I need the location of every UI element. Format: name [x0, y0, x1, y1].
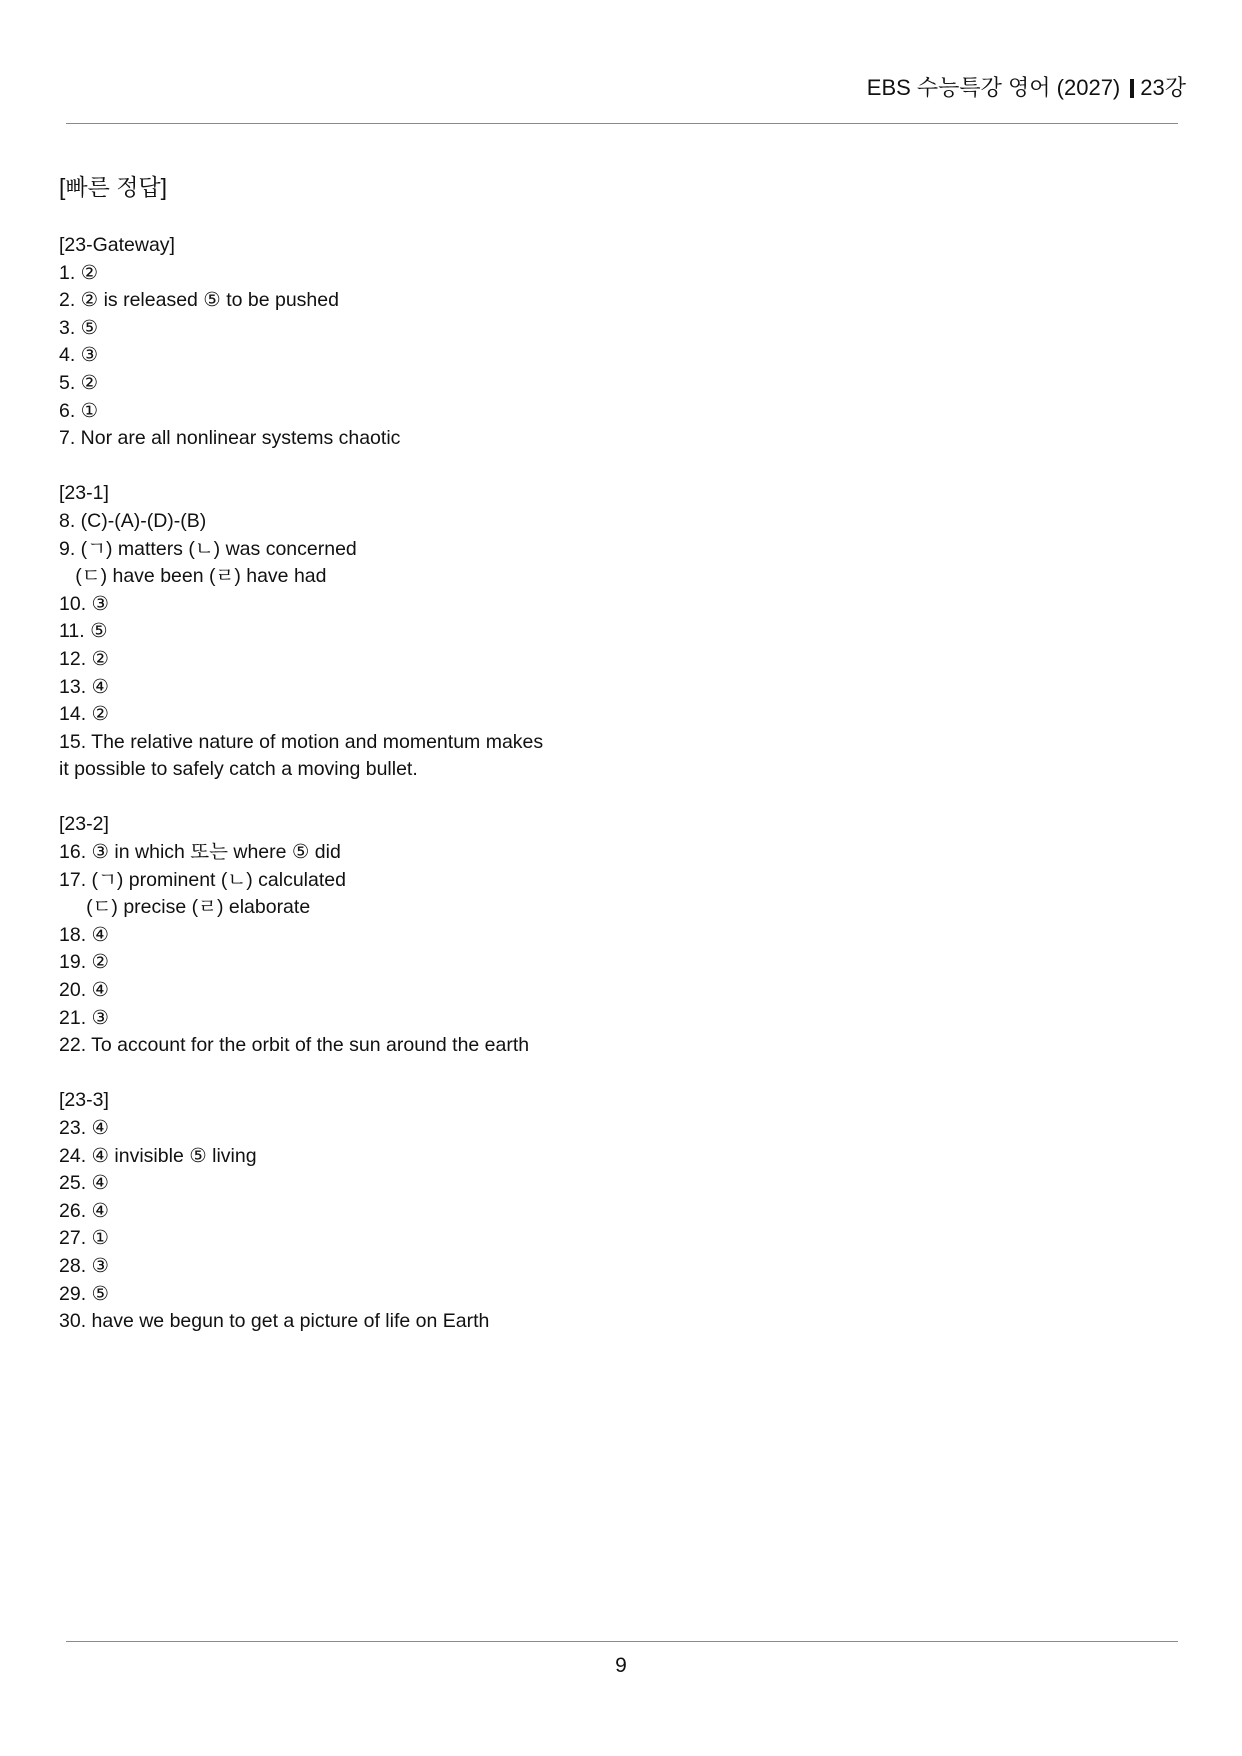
section-spacer	[59, 784, 659, 812]
section-spacer	[59, 1060, 659, 1088]
header-title: EBS 수능특강 영어 (2027)	[866, 75, 1121, 100]
answer-line: 5. ②	[59, 371, 99, 394]
header-lesson: 23강	[1140, 75, 1186, 100]
answer-line: 26. ④	[59, 1199, 110, 1222]
answer-line: 10. ③	[59, 592, 110, 615]
answer-line: 9. (ㄱ) matters (ㄴ) was concerned	[59, 537, 357, 560]
answer-line: 22. To account for the orbit of the sun around the earth	[59, 1034, 530, 1057]
answer-line: 3. ⑤	[59, 316, 99, 339]
answer-line: 7. Nor are all nonlinear systems chaotic	[59, 427, 401, 450]
answer-list	[59, 232, 659, 1336]
answer-line: 19. ②	[59, 951, 110, 974]
answer-line: 27. ①	[59, 1227, 110, 1250]
section-title: [23-2]	[59, 813, 109, 836]
answer-line: 17. (ㄱ) prominent (ㄴ) calculated	[59, 868, 346, 891]
answer-line: 21. ③	[59, 1006, 110, 1029]
answer-line: 1. ②	[59, 261, 99, 284]
page-header	[867, 74, 1186, 102]
answer-line: 16. ③ in which 또는 where ⑤ did	[59, 841, 341, 864]
page-number: 9	[615, 1654, 627, 1677]
answer-line: 23. ④	[59, 1117, 110, 1139]
answer-line: 28. ③	[59, 1254, 110, 1277]
header-divider	[66, 123, 1178, 124]
footer-divider	[66, 1641, 1178, 1642]
section-spacer	[59, 453, 659, 481]
answer-line: 20. ④	[59, 979, 110, 1002]
answer-line: (ㄷ) have been (ㄹ) have had	[59, 565, 327, 588]
answer-line: 14. ②	[59, 703, 110, 726]
header-separator-bar	[1130, 79, 1134, 98]
page-title: [빠른 정답]	[59, 174, 168, 200]
section-title: [23-1]	[59, 482, 109, 505]
answer-line: 15. The relative nature of motion and momentum makes	[59, 730, 544, 753]
answer-line: 29. ⑤	[59, 1282, 110, 1305]
section-title: [23-3]	[59, 1089, 109, 1112]
answer-line: 18. ④	[59, 923, 110, 946]
answer-line: 25. ④	[59, 1172, 110, 1195]
section-title: [23-Gateway]	[59, 234, 175, 256]
answer-line: 2. ② is released ⑤ to be pushed	[59, 289, 339, 312]
answer-line: 11. ⑤	[59, 620, 108, 643]
answer-line: 6. ①	[59, 399, 99, 422]
answer-line: 24. ④ invisible ⑤ living	[59, 1144, 257, 1167]
answer-line: 30. have we begun to get a picture of life on Earth	[59, 1310, 490, 1333]
answer-line: 8. (C)-(A)-(D)-(B)	[59, 509, 207, 532]
answer-line: 4. ③	[59, 344, 99, 367]
answer-line: 12. ②	[59, 647, 110, 670]
answer-line: 13. ④	[59, 675, 110, 698]
answer-line: it possible to safely catch a moving bullet.	[59, 758, 418, 781]
answer-line: (ㄷ) precise (ㄹ) elaborate	[59, 896, 311, 919]
